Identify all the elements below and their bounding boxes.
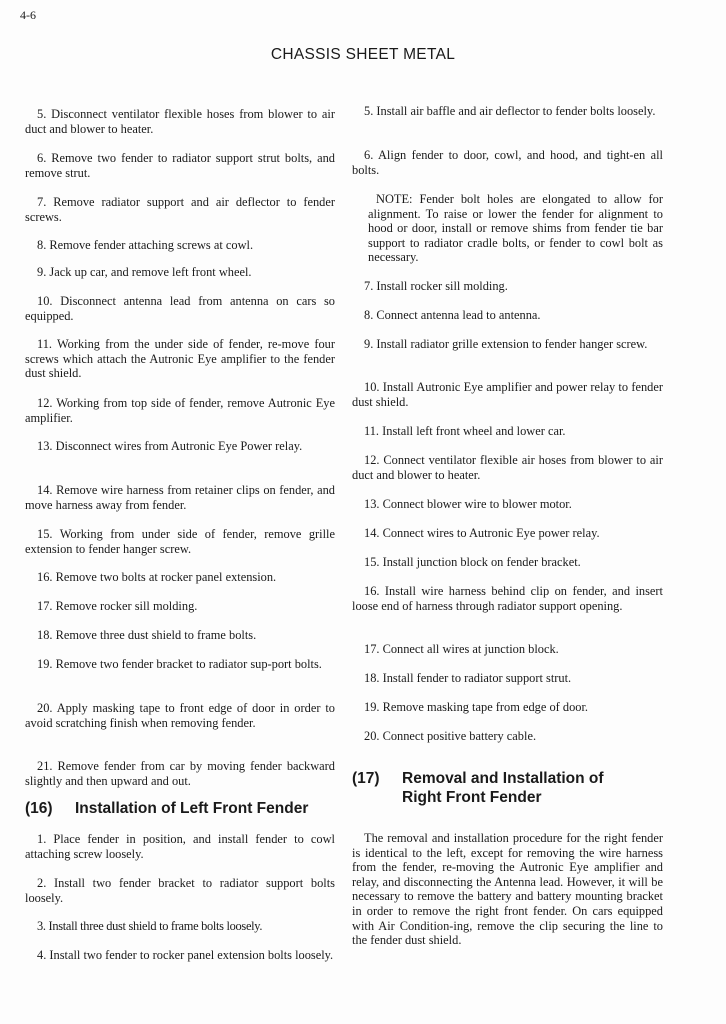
removal-step-18: 18. Remove three dust shield to frame bolts.: [37, 628, 257, 642]
install-step-15: 15. Install junction block on fender bracket.: [364, 555, 581, 569]
install-step-11: 11. Install left front wheel and lower car.: [364, 424, 566, 438]
removal-step-21: 21. Remove fender from car by moving fender backward slightly and then upward and out.: [25, 759, 335, 788]
install-step-5: 5. Install air baffle and air deflector to fender bolts loosely.: [364, 104, 656, 118]
page-number: 4-6: [20, 8, 36, 22]
fender-alignment-note: NOTE: Fender bolt holes are elongated to allow for alignment. To raise or lower the fender for alignment to hood or door, install or remove shims from fender tie bar support to radiator cradle bolts, or fender to cowl bolt as necessary.: [368, 192, 663, 265]
install-step-7: 7. Install rocker sill molding.: [364, 279, 508, 293]
install-step-1: 1. Place fender in position, and install fender to cowl attaching screw loosely.: [25, 832, 335, 861]
removal-step-11: 11. Working from the under side of fender, re-move four screws which attach the Autronic Eye amplifier to the fender dust shield.: [25, 337, 335, 381]
removal-step-8: 8. Remove fender attaching screws at cowl.: [37, 238, 254, 252]
removal-step-6: 6. Remove two fender to radiator support strut bolts, and remove strut.: [25, 151, 335, 180]
removal-step-14: 14. Remove wire harness from retainer clips on fender, and move harness away from fender.: [25, 483, 335, 512]
section-16-heading: [25, 799, 335, 818]
install-step-3: 3. Install three dust shield to frame bolts loosely.: [37, 919, 263, 933]
install-step-18: 18. Install fender to radiator support strut.: [364, 671, 572, 685]
removal-step-10: 10. Disconnect antenna lead from antenna on cars so equipped.: [25, 294, 335, 323]
removal-step-15: 15. Working from under side of fender, remove grille extension to fender hanger screw.: [25, 527, 335, 556]
install-step-8: 8. Connect antenna lead to antenna.: [364, 308, 541, 322]
install-step-17: 17. Connect all wires at junction block.: [364, 642, 559, 656]
install-step-13: 13. Connect blower wire to blower motor.: [364, 497, 572, 511]
removal-step-17: 17. Remove rocker sill molding.: [37, 599, 198, 613]
section-17-number: (17): [352, 770, 380, 787]
removal-step-13: 13. Disconnect wires from Autronic Eye Power relay.: [37, 439, 303, 453]
install-step-4: 4. Install two fender to rocker panel extension bolts loosely.: [37, 948, 334, 962]
section-16-number: (16): [25, 800, 53, 817]
section-17-body: The removal and installation procedure for the right fender is identical to the left, except for removing the wire harness from the fender, re-moving the Autronic Eye amplifier and relay, and disconnecting the Antenna lead. However, it will be necessary to remove the battery and battery mounting bracket in order to remove the right front fender. On cars equipped with Air Condition-ing, remove the clip securing the line to the fender dust shield.: [352, 831, 663, 948]
section-16-title: Installation of Left Front Fender: [75, 800, 309, 817]
install-step-2: 2. Install two fender bracket to radiator support bolts loosely.: [25, 876, 335, 905]
removal-step-9: 9. Jack up car, and remove left front wheel.: [37, 265, 252, 279]
page-title: CHASSIS SHEET METAL: [270, 46, 456, 63]
section-17-title-line2: Right Front Fender: [402, 789, 542, 806]
install-step-14: 14. Connect wires to Autronic Eye power relay.: [364, 526, 600, 540]
right-column: [352, 0, 663, 1024]
removal-step-12: 12. Working from top side of fender, remove Autronic Eye amplifier.: [25, 396, 335, 425]
section-17-heading: [352, 769, 663, 807]
install-step-10: 10. Install Autronic Eye amplifier and power relay to fender dust shield.: [352, 380, 663, 409]
removal-step-5: 5. Disconnect ventilator flexible hoses from blower to air duct and blower to heater.: [25, 107, 335, 136]
install-step-12: 12. Connect ventilator flexible air hoses from blower to air duct and blower to heater.: [352, 453, 663, 482]
install-step-19: 19. Remove masking tape from edge of door.: [364, 700, 589, 714]
section-17-title-line1: Removal and Installation of: [402, 770, 604, 787]
removal-step-20: 20. Apply masking tape to front edge of door in order to avoid scratching finish when removing fender.: [25, 701, 335, 730]
left-column: [25, 0, 335, 1024]
install-step-20: 20. Connect positive battery cable.: [364, 729, 537, 743]
removal-step-16: 16. Remove two bolts at rocker panel extension.: [37, 570, 277, 584]
removal-step-19: 19. Remove two fender bracket to radiator sup-port bolts.: [37, 657, 322, 671]
install-step-6: 6. Align fender to door, cowl, and hood, and tight-en all bolts.: [352, 148, 663, 177]
section-17-title: [402, 769, 604, 807]
removal-step-7: 7. Remove radiator support and air deflector to fender screws.: [25, 195, 335, 224]
install-step-16: 16. Install wire harness behind clip on fender, and insert loose end of harness through radiator support opening.: [352, 584, 663, 613]
install-step-9: 9. Install radiator grille extension to fender hanger screw.: [364, 337, 648, 351]
